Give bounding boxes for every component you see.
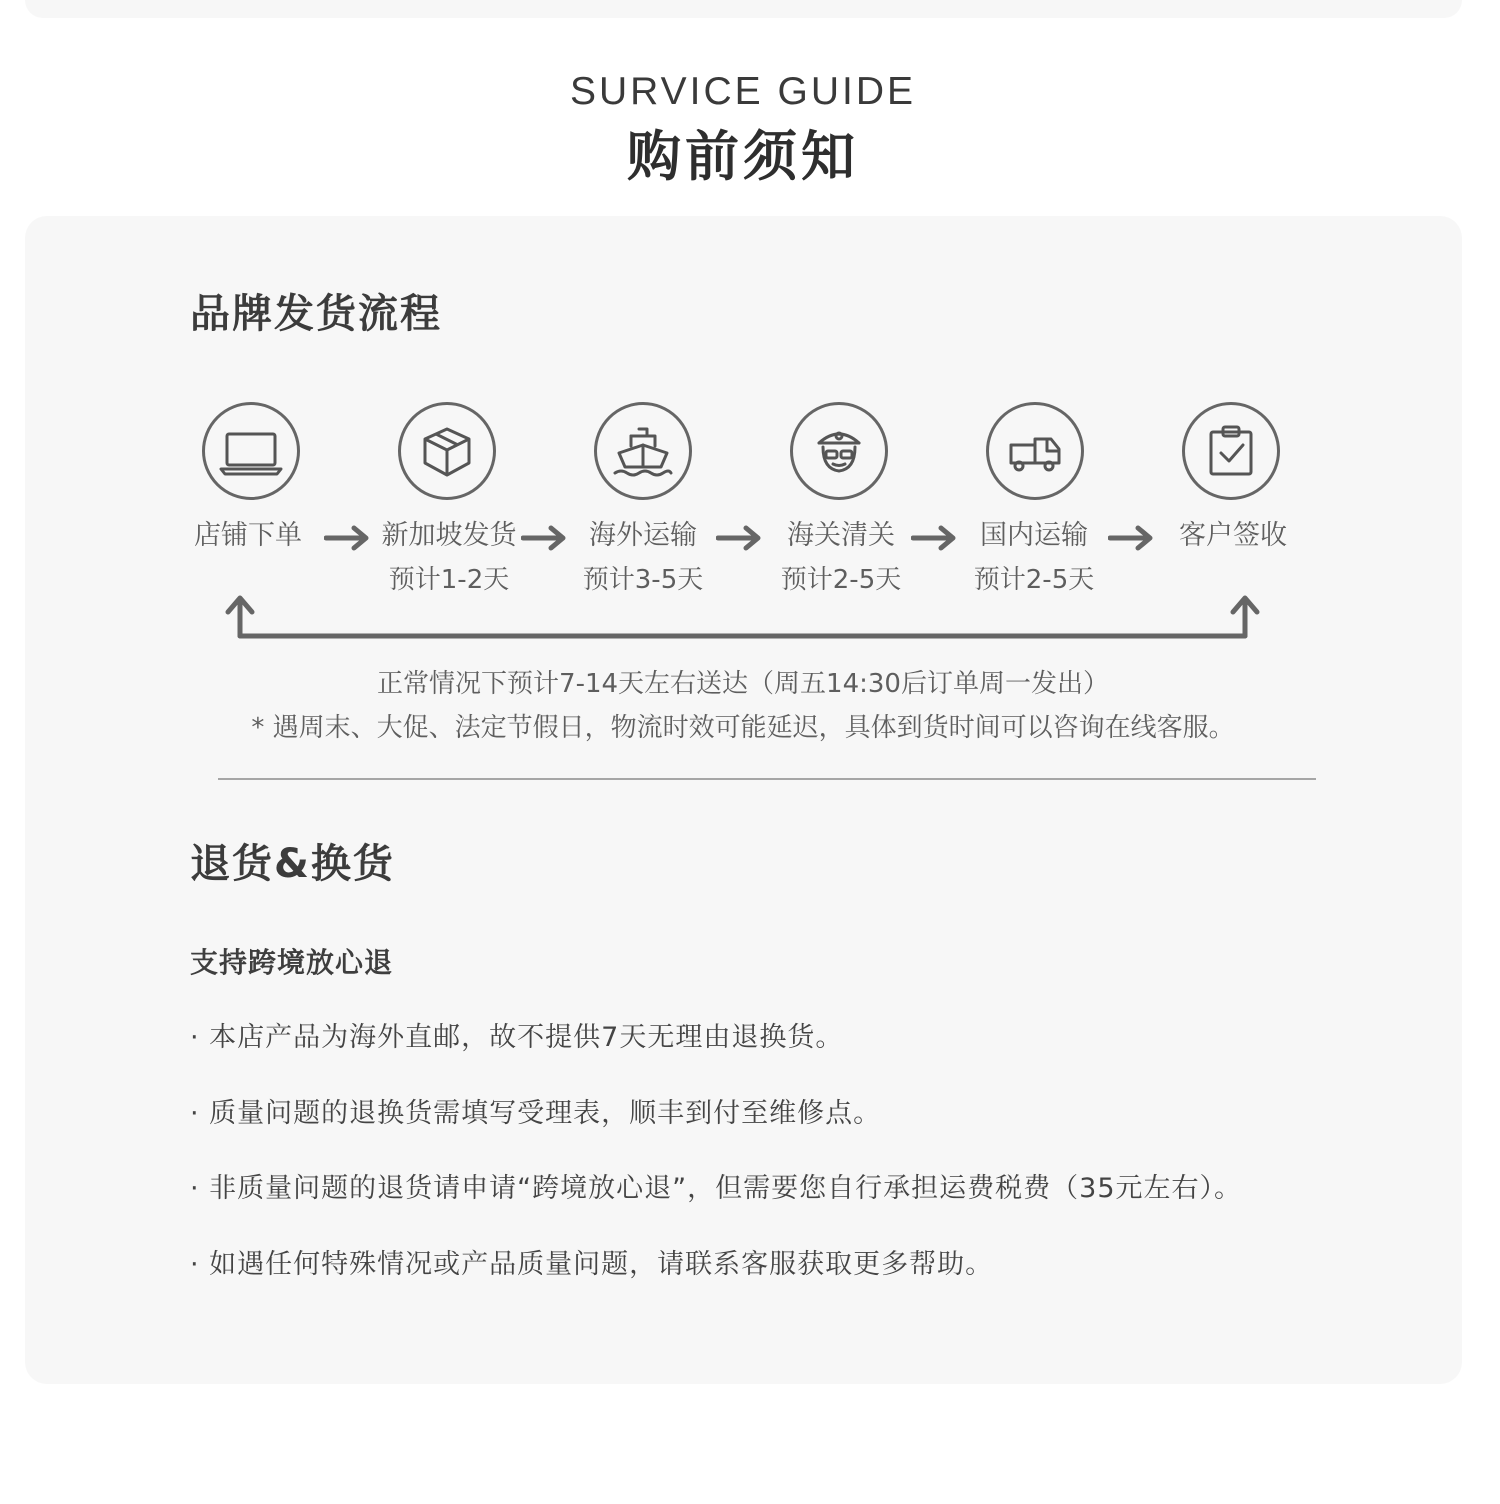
returns-item: · 非质量问题的退货请申请“跨境放心退”，但需要您自行承担运费税费（35元左右）。 — [190, 1173, 1242, 1204]
right-arrow-icon — [1108, 523, 1158, 553]
step-eta-domestic: 预计2-5天 — [973, 565, 1095, 595]
step-label-order: 店铺下单 — [194, 520, 302, 551]
delay-disclaimer-note: * 遇周末、大促、法定节假日，物流时效可能延迟，具体到货时间可以咨询在线客服。 — [251, 713, 1235, 743]
header-chinese-title: 购前须知 — [627, 125, 859, 188]
step-eta-customs: 预计2-5天 — [780, 565, 902, 595]
delivery-truck-icon — [986, 402, 1084, 500]
shipping-process-title: 品牌发货流程 — [190, 291, 442, 337]
header-english-title: SURVICE GUIDE — [569, 70, 916, 113]
right-arrow-icon — [324, 523, 374, 553]
step-eta-ship-out: 预计1-2天 — [388, 565, 510, 595]
returns-item: · 本店产品为海外直邮，故不提供7天无理由退换货。 — [190, 1022, 844, 1053]
returns-title: 退货&换货 — [190, 841, 395, 887]
right-arrow-icon — [911, 523, 961, 553]
step-label-customs: 海关清关 — [787, 520, 895, 551]
right-arrow-icon — [716, 523, 766, 553]
section-divider — [218, 778, 1316, 780]
returns-item: · 质量问题的退换货需填写受理表，顺丰到付至维修点。 — [190, 1098, 882, 1129]
step-eta-overseas: 预计3-5天 — [582, 565, 704, 595]
top-panel-edge — [25, 0, 1462, 18]
step-label-domestic: 国内运输 — [980, 520, 1088, 551]
customs-officer-icon — [790, 402, 888, 500]
returns-subtitle: 支持跨境放心退 — [190, 946, 394, 979]
step-label-signed: 客户签收 — [1179, 520, 1287, 551]
clipboard-check-icon — [1182, 402, 1280, 500]
package-box-icon — [398, 402, 496, 500]
step-label-overseas: 海外运输 — [589, 520, 697, 551]
right-arrow-icon — [521, 523, 571, 553]
returns-item: · 如遇任何特殊情况或产品质量问题，请联系客服获取更多帮助。 — [190, 1249, 994, 1280]
delivery-estimate-note: 正常情况下预计7-14天左右送达（周五14:30后订单周一发出） — [377, 669, 1109, 699]
step-label-ship-out: 新加坡发货 — [381, 520, 517, 551]
laptop-icon — [202, 402, 300, 500]
loop-bracket-arrow-icon — [220, 590, 1280, 650]
cargo-ship-icon — [594, 402, 692, 500]
